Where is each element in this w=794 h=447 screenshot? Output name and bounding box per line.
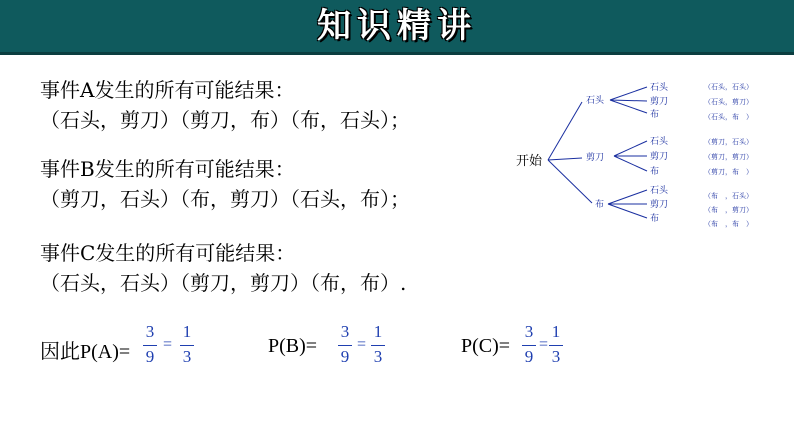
fraction-c-numerator-2: 1: [551, 322, 561, 341]
fraction-a-denominator-2: 3: [182, 347, 192, 366]
fraction-c-denominator-2: 3: [551, 347, 561, 366]
tree-outcome-4: （剪刀，石头）: [704, 138, 753, 146]
event-c-results: （石头，石头）（剪刀，剪刀）（布，布）.: [40, 271, 407, 295]
tree-outcome-1: （石头，石头）: [704, 83, 753, 91]
tree-outcome-3: （石头，布 ）: [704, 113, 753, 121]
tree-b2-child-2: 剪刀: [650, 152, 669, 162]
tree-outcome-8: （布 ，剪刀）: [704, 206, 753, 214]
probability-c-label: P(C)=: [461, 335, 511, 357]
tree-root-label: 开始: [516, 154, 543, 169]
fraction-b-denominator-1: 9: [340, 347, 350, 366]
tree-b2-child-3: 布: [650, 167, 660, 177]
tree-b3-child-2: 剪刀: [650, 200, 669, 210]
edge-root-branch-2: [548, 158, 582, 160]
tree-outcome-5: （剪刀，剪刀）: [704, 153, 753, 161]
event-a-heading: 事件A发生的所有可能结果：: [40, 78, 295, 102]
probability-b-label: P(B)=: [268, 335, 318, 357]
fraction-b-numerator-2: 1: [373, 322, 383, 341]
fraction-a-numerator-1: 3: [145, 322, 155, 341]
tree-outcome-2: （石头，剪刀）: [704, 98, 753, 106]
fraction-a-denominator-1: 9: [145, 347, 155, 366]
tree-outcome-9: （布 ，布 ）: [704, 220, 753, 228]
fraction-b-bar-2: [371, 345, 385, 346]
edge-b1-c1: [610, 87, 647, 100]
tree-b1-child-1: 石头: [650, 83, 669, 93]
edge-b2-c1: [614, 141, 647, 156]
fraction-c-equals: =: [539, 336, 549, 353]
probability-a-label: 因此P(A)=: [40, 341, 131, 363]
tree-outcome-7: （布 ，石头）: [704, 192, 753, 200]
fraction-b-numerator-1: 3: [340, 322, 350, 341]
event-a-results: （石头，剪刀）（剪刀，布）（布，石头）；: [40, 108, 410, 132]
tree-b1-child-3: 布: [650, 110, 660, 120]
edge-b2-c3: [614, 156, 647, 171]
fraction-c-bar-1: [522, 345, 536, 346]
fraction-c-bar-2: [549, 345, 563, 346]
page-title: 知识精讲: [317, 6, 477, 46]
edge-b3-c3: [608, 204, 647, 218]
edge-b3-c1: [608, 190, 647, 204]
fraction-c-denominator-1: 9: [524, 347, 534, 366]
fraction-c-numerator-1: 3: [524, 322, 534, 341]
tree-b3-child-3: 布: [650, 214, 660, 224]
fraction-b-equals: =: [357, 336, 367, 353]
fraction-a-bar-2: [180, 345, 194, 346]
edge-b1-c2: [610, 100, 647, 101]
event-c-heading: 事件C发生的所有可能结果：: [40, 241, 296, 265]
tree-diagram: [510, 70, 794, 245]
fraction-a-equals: =: [163, 336, 173, 353]
edge-root-branch-1: [548, 102, 582, 160]
fraction-b-denominator-2: 3: [373, 347, 383, 366]
tree-branch-1: 石头: [586, 96, 605, 106]
event-b-heading: 事件B发生的所有可能结果：: [40, 157, 295, 181]
edge-b1-c3: [610, 100, 647, 113]
tree-b2-child-1: 石头: [650, 137, 669, 147]
tree-branch-3: 布: [595, 200, 605, 210]
tree-b1-child-2: 剪刀: [650, 97, 669, 107]
tree-branch-2: 剪刀: [586, 153, 605, 163]
tree-outcome-6: （剪刀，布 ）: [704, 168, 753, 176]
fraction-a-numerator-2: 1: [182, 322, 192, 341]
event-b-results: （剪刀，石头）（布，剪刀）（石头，布）；: [40, 187, 410, 211]
edge-root-branch-3: [548, 160, 592, 203]
fraction-b-bar-1: [338, 345, 352, 346]
tree-b3-child-1: 石头: [650, 186, 669, 196]
header-divider: [0, 52, 794, 55]
fraction-a-bar-1: [143, 345, 157, 346]
